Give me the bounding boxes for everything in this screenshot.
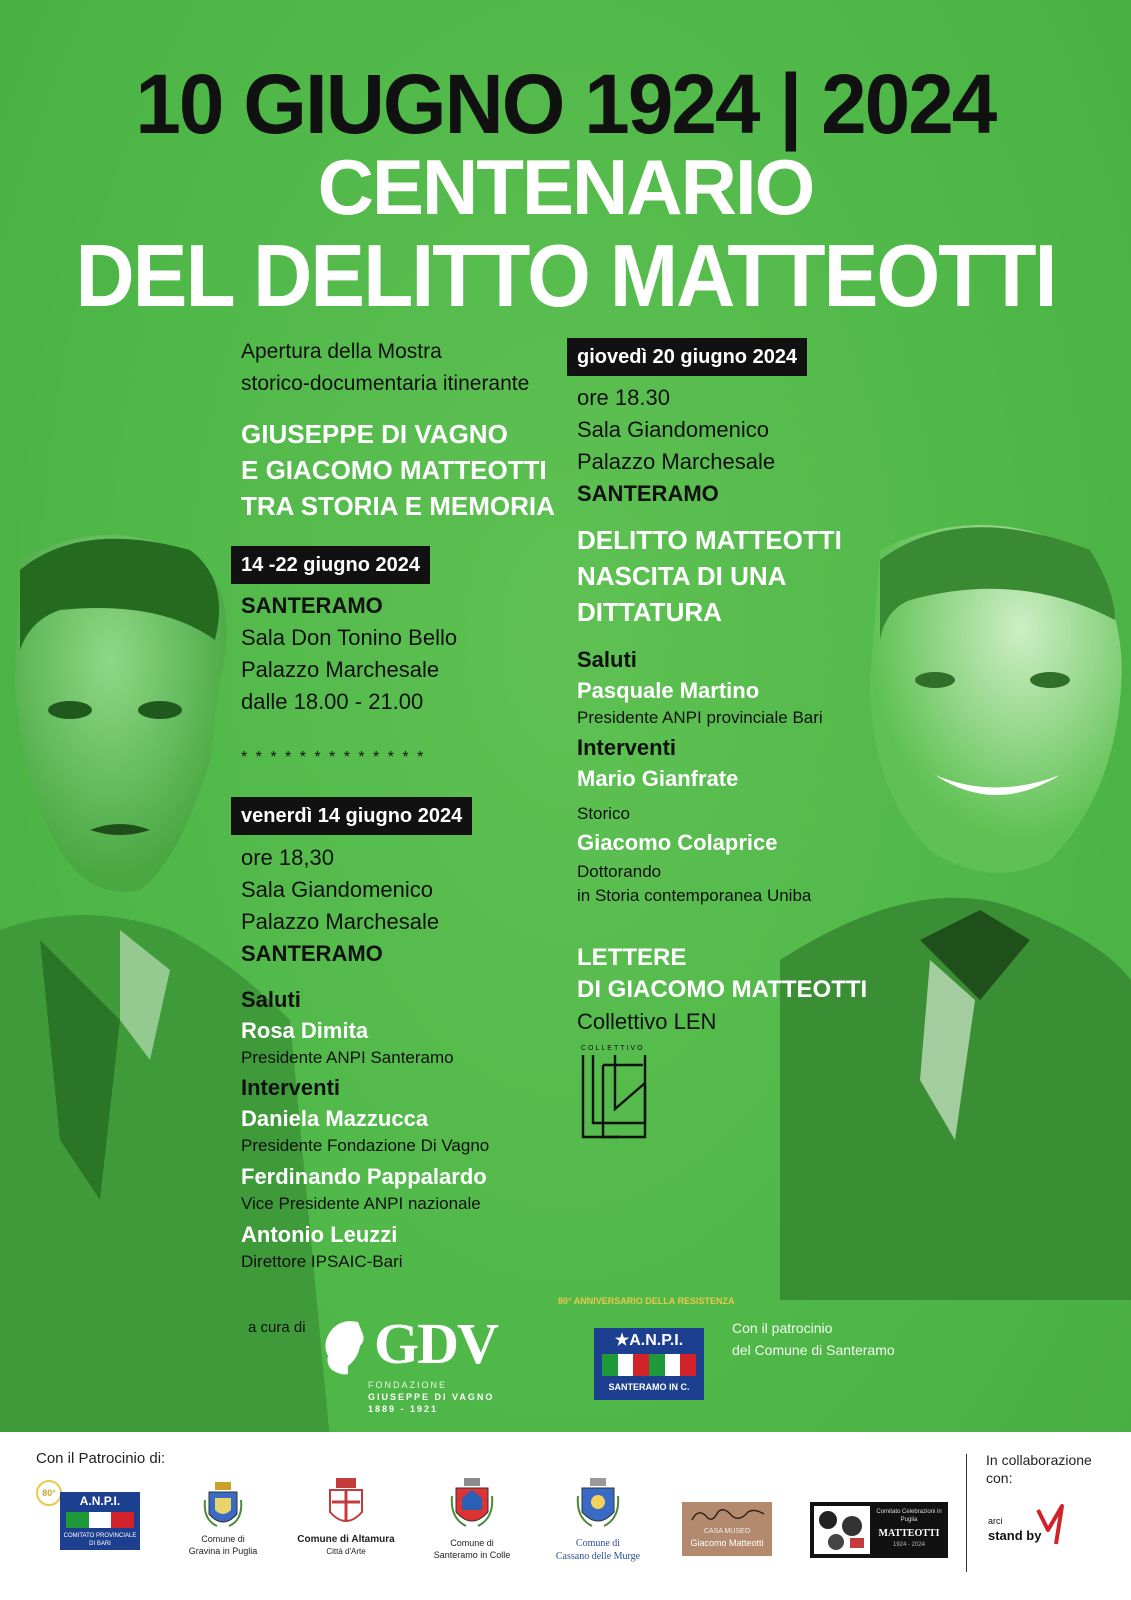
speaker-role: Direttore IPSAIC-Bari — [241, 1252, 403, 1271]
speaker-name: Antonio Leuzzi — [241, 1222, 398, 1247]
speaker-name: Daniela Mazzucca — [241, 1106, 429, 1131]
event-right-saluti-label: Saluti — [577, 647, 637, 672]
event-left-saluti-role: Presidente ANPI Santeramo — [241, 1048, 454, 1067]
exhibit-palace: Palazzo Marchesale — [241, 657, 440, 682]
altamura-line1: Comune di Altamura — [297, 1534, 395, 1545]
len-logo-text: COLLETTIVO — [581, 1045, 645, 1052]
comitato-name: MATTEOTTI — [878, 1528, 940, 1539]
anniversary-80-icon: 80° — [36, 1480, 62, 1506]
coat-of-arms-icon — [203, 1480, 243, 1532]
speaker-name: Mario Gianfrate — [577, 766, 739, 791]
cassano-line2: Cassano delle Murge — [555, 1551, 641, 1562]
collab-label-line2: con: — [986, 1470, 1013, 1486]
casa-museo-line2: Giacomo Matteotti — [690, 1538, 764, 1548]
curated-by-label: a cura di — [248, 1319, 306, 1336]
santeramo-line1: Comune di — [450, 1538, 494, 1548]
event-left-hall: Sala Giandomenico — [241, 877, 434, 902]
len-monogram-icon — [579, 1053, 649, 1139]
separator-stars: * * * * * * * * * * * * * — [241, 749, 426, 766]
title-centenario: CENTENARIO — [317, 143, 814, 231]
event-right-hall: Sala Giandomenico — [577, 417, 770, 442]
anpi-section: SANTERAMO IN C. — [608, 1382, 690, 1392]
speaker-name: Giacomo Colaprice — [577, 830, 778, 855]
anpi-bari-name: A.N.P.I. — [79, 1494, 121, 1508]
anpi-bari-logo — [36, 1480, 142, 1554]
coat-of-arms-icon — [576, 1476, 620, 1532]
casa-museo-line1: CASA MUSEO — [703, 1528, 751, 1535]
arci-standby-logo — [986, 1504, 1076, 1554]
comitato-years: 1924 - 2024 — [892, 1542, 926, 1548]
reading-title-line2: DI GIACOMO MATTEOTTI — [577, 976, 868, 1003]
speaker-role: Vice Presidente ANPI nazionale — [241, 1194, 481, 1213]
anpi-anniv-text: 80° ANNIVERSARIO DELLA RESISTENZA — [558, 1296, 735, 1306]
patronage-line2: del Comune di Santeramo — [732, 1342, 895, 1358]
speaker-role: Dottorando — [577, 862, 662, 881]
altamura-logo — [294, 1476, 398, 1568]
speaker-name: Ferdinando Pappalardo — [241, 1164, 487, 1189]
signature-icon — [688, 1506, 768, 1526]
event-right-date-badge: giovedì 20 giugno 2024 — [567, 338, 807, 376]
event-left-interventi-label: Interventi — [241, 1075, 341, 1100]
collab-label-line1: In collaborazione — [986, 1452, 1092, 1468]
reading-by: Collettivo LEN — [577, 1009, 717, 1034]
coat-of-arms-icon — [324, 1476, 368, 1530]
event-right-time: ore 18.30 — [577, 385, 670, 410]
footer-divider — [966, 1454, 967, 1572]
comitato-matteotti-logo — [810, 1502, 948, 1558]
title-dates: 10 GIUGNO 1924 | 2024 — [135, 57, 996, 151]
santeramo-line2: Santeramo in Colle — [433, 1550, 511, 1560]
footer-patronage-label: Con il Patrocinio di: — [36, 1450, 166, 1467]
cassano-logo — [548, 1476, 648, 1572]
gravina-logo — [182, 1480, 264, 1568]
arci-text: arci — [988, 1516, 1003, 1526]
event-left-date-badge: venerdì 14 giugno 2024 — [231, 797, 472, 835]
event-left-time: ore 18,30 — [241, 845, 334, 870]
casa-museo-logo — [682, 1502, 772, 1556]
event-left-saluti-label: Saluti — [241, 987, 301, 1012]
gdv-line1: FONDAZIONE — [368, 1380, 448, 1390]
event-left-saluti-name: Rosa Dimita — [241, 1018, 369, 1043]
intro-line2: storico-documentaria itinerante — [241, 372, 530, 395]
exhibit-city: SANTERAMO — [241, 593, 383, 618]
talk-title-line1: DELITTO MATTEOTTI — [577, 525, 842, 555]
exhibit-title-line3: TRA STORIA E MEMORIA — [241, 491, 555, 521]
gravina-line1: Comune di — [201, 1534, 245, 1544]
comitato-text: Comitato Celebrazioni in Puglia — [876, 1509, 942, 1523]
reading-title-line1: LETTERE — [577, 944, 687, 971]
speaker-role: Presidente Fondazione Di Vagno — [241, 1136, 490, 1155]
event-right-city: SANTERAMO — [577, 481, 719, 506]
event-right-saluti-name: Pasquale Martino — [577, 678, 760, 703]
anpi-name: ★A.N.P.I. — [614, 1332, 684, 1349]
exhibit-hours: dalle 18.00 - 21.00 — [241, 689, 424, 714]
anpi-santeramo-logo — [558, 1296, 735, 1402]
event-right-palace: Palazzo Marchesale — [577, 449, 776, 474]
event-right-interventi-label: Interventi — [577, 735, 677, 760]
speaker-role: in Storia contemporanea Uniba — [577, 886, 812, 905]
exhibit-hall: Sala Don Tonino Bello — [241, 625, 458, 650]
intro-line1: Apertura della Mostra — [241, 340, 442, 363]
coat-of-arms-icon — [450, 1476, 494, 1532]
cassano-line1: Comune di — [575, 1538, 621, 1549]
italian-flag-icon — [602, 1354, 696, 1376]
santeramo-logo — [428, 1476, 516, 1568]
exhibit-dates-badge: 14 -22 giugno 2024 — [231, 546, 430, 584]
gravina-line2: Gravina in Puglia — [188, 1546, 258, 1556]
patronage-line1: Con il patrocinio — [732, 1320, 833, 1336]
talk-title-line3: DITTATURA — [577, 597, 722, 627]
altamura-line2: Città d'Arte — [326, 1547, 366, 1556]
title-delitto-matteotti: DEL DELITTO MATTEOTTI — [75, 226, 1056, 325]
talk-title-line2: NASCITA DI UNA — [577, 561, 787, 591]
gdv-line3: 1889 - 1921 — [368, 1404, 439, 1414]
portrait-collage-icon — [814, 1506, 870, 1554]
collettivo-len-logo — [579, 1045, 649, 1137]
profile-silhouette-icon — [318, 1318, 378, 1378]
standby-text: stand by — [988, 1528, 1042, 1543]
italian-flag-icon — [66, 1512, 134, 1528]
footer-sponsors — [0, 1432, 1131, 1600]
fondazione-di-vagno-logo — [318, 1311, 518, 1418]
event-left-city: SANTERAMO — [241, 941, 383, 966]
gdv-line2: GIUSEPPE DI VAGNO — [368, 1392, 495, 1402]
event-left-palace: Palazzo Marchesale — [241, 909, 440, 934]
anpi-bari-sub: COMITATO PROVINCIALE DI BARI — [63, 1533, 137, 1547]
exhibit-title-line1: GIUSEPPE DI VAGNO — [241, 419, 508, 449]
event-right-saluti-role: Presidente ANPI provinciale Bari — [577, 708, 823, 727]
standby-mark-icon — [1034, 1504, 1068, 1550]
speaker-role: Storico — [577, 804, 630, 823]
gdv-mark: GDV — [374, 1311, 497, 1376]
exhibit-title-line2: E GIACOMO MATTEOTTI — [241, 455, 547, 485]
